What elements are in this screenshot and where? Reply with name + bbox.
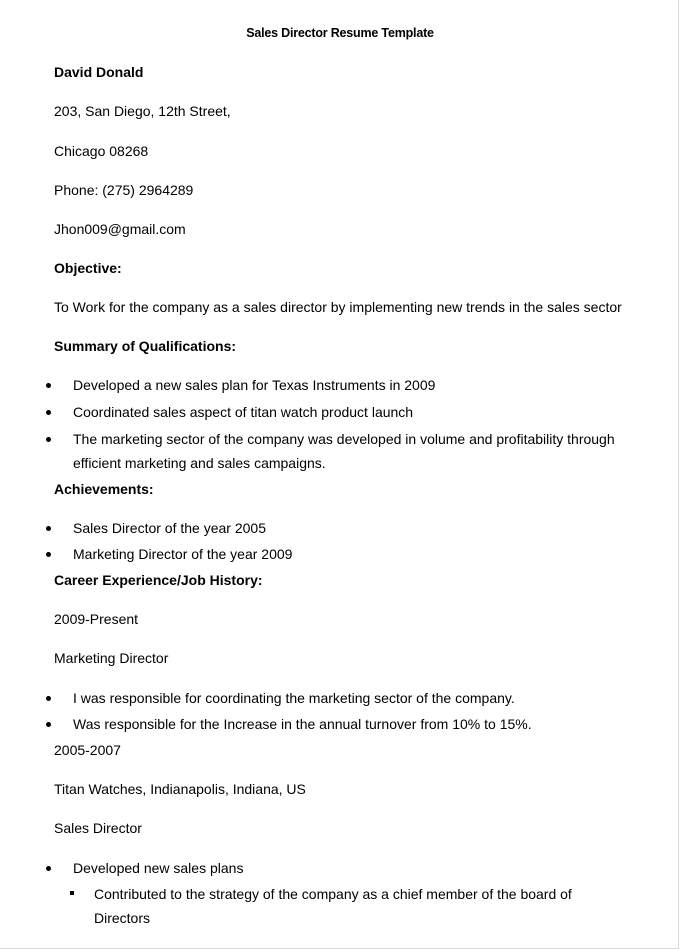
job-role: Sales Director xyxy=(54,820,142,836)
objective-text: To Work for the company as a sales director by implementing new trends in the sales sector xyxy=(54,299,622,315)
document-title: Sales Director Resume Template xyxy=(246,26,434,40)
bullet-icon xyxy=(46,526,51,531)
qualifications-heading: Summary of Qualifications: xyxy=(54,338,237,354)
list-item-text: Developed new sales plans xyxy=(73,860,244,876)
career-heading: Career Experience/Job History: xyxy=(54,572,263,588)
candidate-name: David Donald xyxy=(54,64,144,80)
list-item-text: Was responsible for the Increase in the annual turnover from 10% to 15%. xyxy=(73,716,532,732)
job-company: Titan Watches, Indianapolis, Indiana, US xyxy=(54,781,306,797)
bullet-icon xyxy=(46,552,51,557)
list-item-text: I was responsible for coordinating the marketing sector of the company. xyxy=(73,690,515,706)
list-item-text: Sales Director of the year 2005 xyxy=(73,520,266,536)
list-item-text: The marketing sector of the company was developed in volume and profitability through efficient marketing and sales campaigns. xyxy=(73,431,615,471)
job-period: 2005-2007 xyxy=(54,742,121,758)
bullet-icon xyxy=(46,383,51,388)
bullet-icon xyxy=(46,696,51,701)
achievements-heading: Achievements: xyxy=(54,481,154,497)
list-item-text: Coordinated sales aspect of titan watch product launch xyxy=(73,404,414,420)
list-item-text: Developed a new sales plan for Texas Instruments in 2009 xyxy=(73,377,436,393)
phone-line: Phone: (275) 2964289 xyxy=(54,182,194,198)
bullet-icon xyxy=(46,437,51,442)
sub-list-item-text: Contributed to the strategy of the company as a chief member of the board of Directors xyxy=(94,886,572,926)
square-bullet-icon xyxy=(70,891,74,895)
bullet-icon xyxy=(46,722,51,727)
job-period: 2009-Present xyxy=(54,611,139,627)
email-line: Jhon009@gmail.com xyxy=(54,221,186,237)
bullet-icon xyxy=(46,410,51,415)
objective-heading: Objective: xyxy=(54,260,122,276)
city-line: Chicago 08268 xyxy=(54,143,149,159)
address-line: 203, San Diego, 12th Street, xyxy=(54,103,231,119)
bullet-icon xyxy=(46,866,51,871)
job-role: Marketing Director xyxy=(54,650,169,666)
list-item-text: Marketing Director of the year 2009 xyxy=(73,546,293,562)
